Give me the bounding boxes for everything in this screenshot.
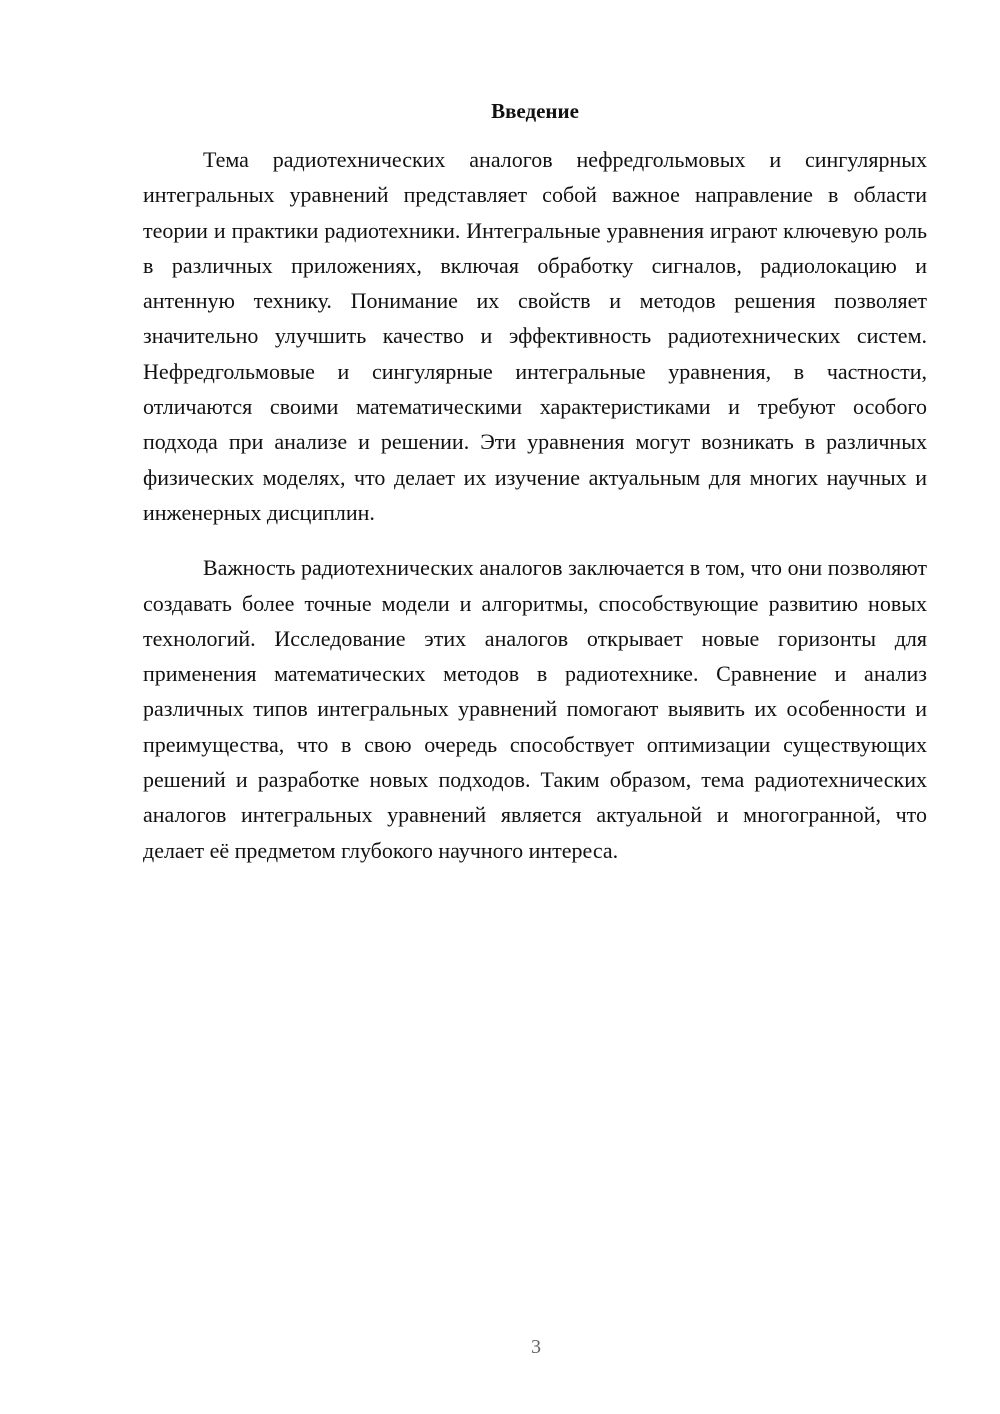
- body-text: [143, 142, 927, 868]
- paragraph-2: Важность радиотехнических аналогов заключается в том, что они позволяют создавать более точные модели и алгоритмы, способствующие развитию новых технологий. Исследование этих аналогов открывает новые горизонты для применения математических методов в радиотехнике. Сравнение и анализ различных типов интегральных уравнений помогают выявить их особенности и преимущества, что в свою очередь способствует оптимизации существующих решений и разработке новых подходов. Таким образом, тема радиотехнических аналогов интегральных уравнений является актуальной и многогранной, что делает её предметом глубокого научного интереса.: [143, 555, 927, 863]
- paragraph-1: Тема радиотехнических аналогов нефредгольмовых и сингулярных интегральных уравнений представляет собой важное направление в области теории и практики радиотехники. Интегральные уравнения играют ключевую роль в различных приложениях, включая обработку сигналов, радиолокацию и антенную технику. Понимание их свойств и методов решения позволяет значительно улучшить качество и эффективность радиотехнических систем. Нефредгольмовые и сингулярные интегральные уравнения, в частности, отличаются своими математическими характеристиками и требуют особого подхода при анализе и решении. Эти уравнения могут возникать в различных физических моделях, что делает их изучение актуальным для многих научных и инженерных дисциплин.: [143, 147, 927, 525]
- page-title: Введение: [491, 99, 579, 123]
- page-number: 3: [531, 1336, 541, 1358]
